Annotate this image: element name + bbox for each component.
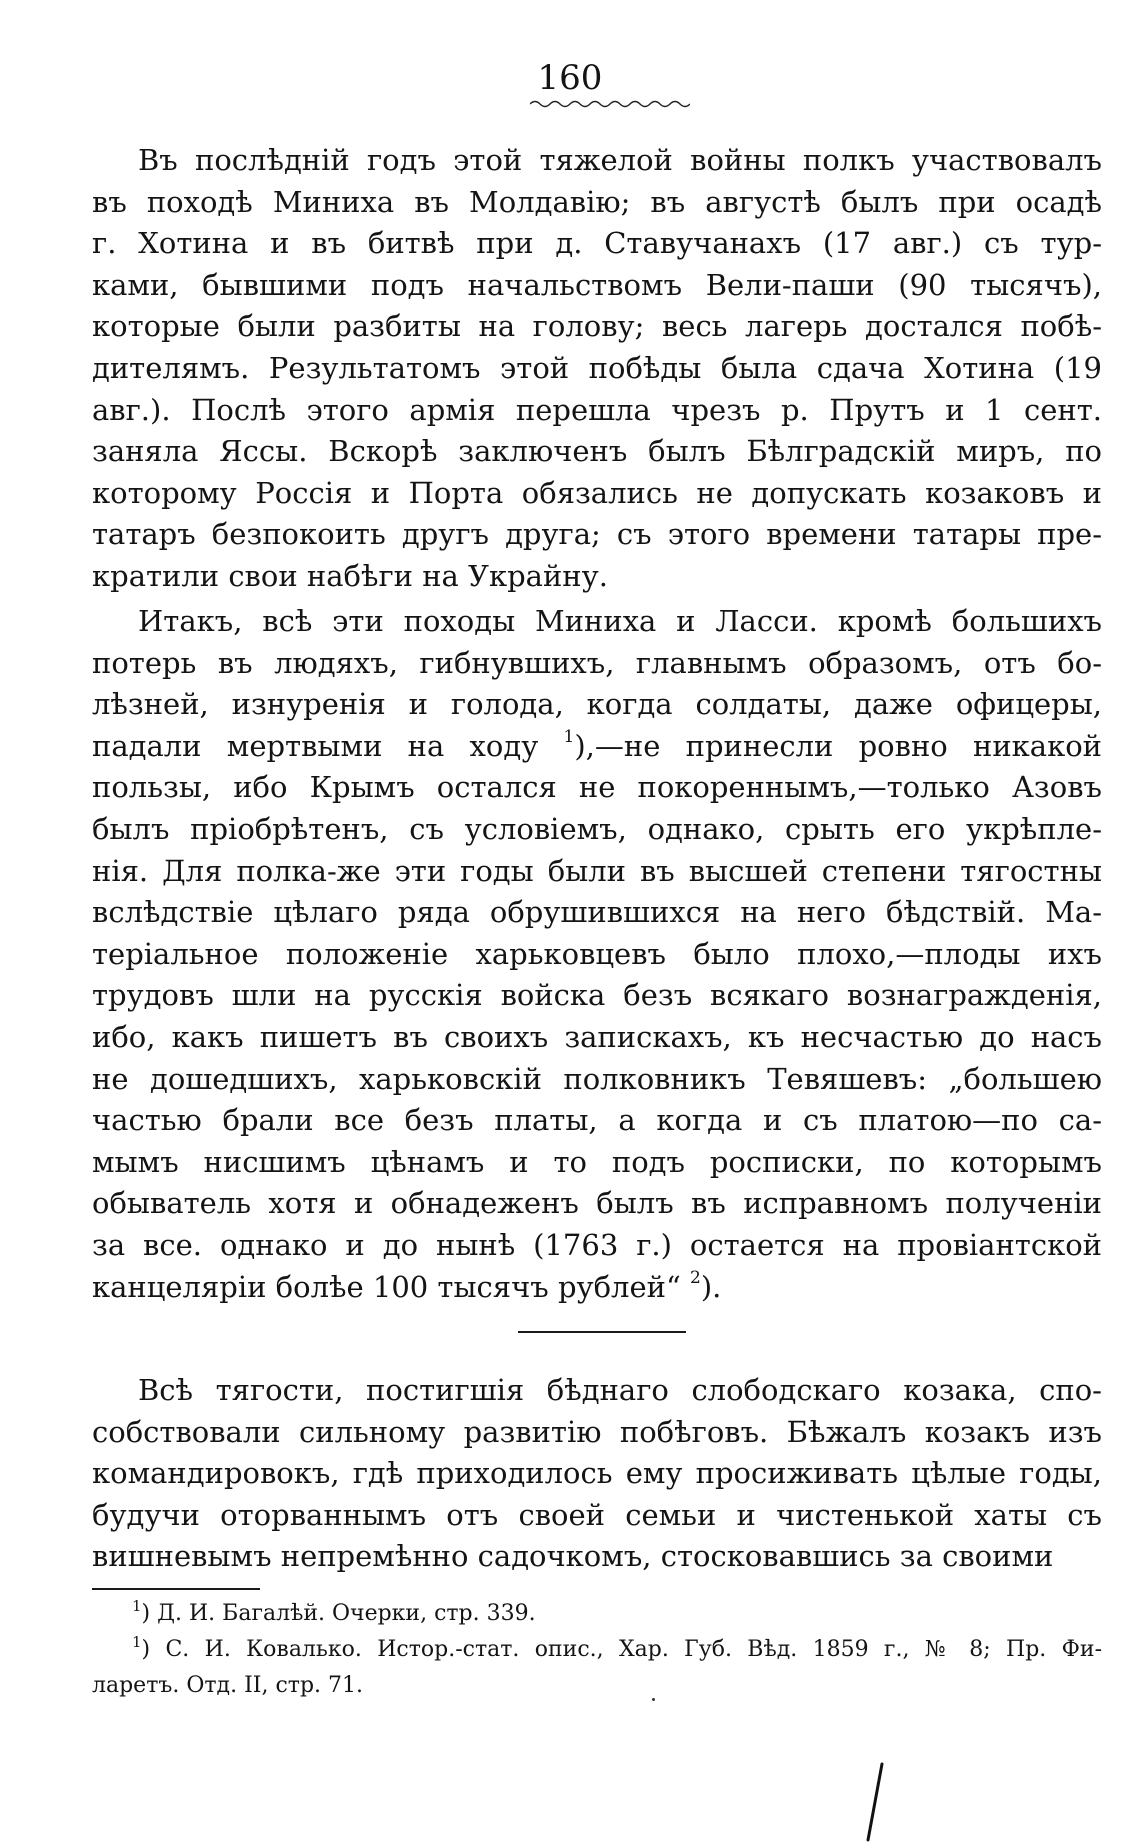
footnote-line bbox=[92, 1668, 1102, 1704]
text-line: нія. Для полка-же эти годы были въ высшей степени тягостны bbox=[92, 853, 1102, 888]
footnote-text: ларетъ. Отд. II, стр. 71. bbox=[92, 1673, 364, 1698]
section-divider bbox=[518, 1331, 686, 1333]
text-line: вслѣдствіе цѣлаго ряда обрушившихся на него бѣдствій. Ма- bbox=[92, 895, 1102, 930]
text-line: ками, бывшими подъ начальствомъ Вели-паши (90 тысячъ), bbox=[92, 267, 1102, 302]
text-line: потерь въ людяхъ, гибнувшихъ, главнымъ образомъ, отъ бо- bbox=[92, 645, 1102, 680]
ink-speck bbox=[652, 1698, 655, 1701]
text-line: мымъ нисшимъ цѣнамъ и то подъ росписки, по которымъ bbox=[92, 1144, 1102, 1179]
text-line: за все. однако и до нынѣ (1763 г.) остается на провіантской bbox=[92, 1227, 1102, 1262]
text-line: лѣзней, изнуренія и голода, когда солдаты, даже офицеры, bbox=[92, 687, 1102, 722]
footnotes bbox=[92, 1596, 1102, 1704]
text-line: ибо, какъ пишетъ въ своихъ запискахъ, къ несчастью до насъ bbox=[92, 1019, 1102, 1054]
text-line: будучи оторваннымъ отъ своей семьи и чистенькой хаты съ bbox=[92, 1497, 1102, 1532]
text-line bbox=[92, 726, 1102, 768]
text-line: командировокъ, гдѣ приходилось ему просиживать цѣлые годы, bbox=[92, 1456, 1102, 1491]
footnote-marker: 1 bbox=[132, 1597, 142, 1615]
footnote-line bbox=[92, 1596, 1102, 1632]
footnote-text: ) С. И. Ковалько. Истор.-стат. опис., Хар. Губ. Вѣд. 1859 г., № 8; Пр. Фи- bbox=[141, 1637, 1102, 1662]
text-line: Итакъ, всѣ эти походы Миниха и Ласси. кромѣ большихъ bbox=[138, 604, 1102, 638]
page-number: 160 bbox=[537, 58, 603, 98]
paragraph-1 bbox=[92, 140, 1102, 598]
text-line: авг.). Послѣ этого армія перешла чрезъ р. Прутъ и 1 сент. bbox=[92, 392, 1102, 427]
footnote-text: ) Д. И. Багалѣй. Очерки, стр. 339. bbox=[141, 1601, 536, 1626]
paragraph-3 bbox=[92, 1370, 1102, 1578]
text-line: Въ послѣдній годъ этой тяжелой войны полкъ участвовалъ bbox=[138, 143, 1102, 177]
footnote-divider bbox=[92, 1588, 260, 1590]
footnote-reference: 1 bbox=[563, 726, 575, 747]
wavy-ornament-rule bbox=[530, 99, 690, 109]
text-line bbox=[92, 1267, 1102, 1309]
text-line: дителямъ. Результатомъ этой побѣды была сдача Хотина (19 bbox=[92, 350, 1102, 385]
footnote-reference: 2 bbox=[689, 1267, 701, 1288]
text-line: въ походѣ Миниха въ Молдавію; въ августѣ былъ при осадѣ bbox=[92, 184, 1102, 219]
text-segment: ). bbox=[700, 1269, 722, 1304]
text-line: Всѣ тягости, постигшія бѣднаго слободскаго козака, спо- bbox=[138, 1373, 1102, 1407]
text-segment: канцеляріи болѣе 100 тысячъ рублей“ bbox=[92, 1269, 690, 1304]
text-line: частью брали все безъ платы, а когда и съ платою—по са- bbox=[92, 1103, 1102, 1138]
text-segment: падали мертвыми на ходу bbox=[92, 728, 564, 763]
text-line: которому Россія и Порта обязались не допускать козаковъ и bbox=[92, 475, 1102, 510]
text-line: не дошедшихъ, харьковскій полковникъ Тевяшевъ: „большею bbox=[92, 1061, 1102, 1096]
text-line: собствовали сильному развитію побѣговъ. Бѣжалъ козакъ изъ bbox=[92, 1414, 1102, 1449]
text-line: трудовъ шли на русскія войска безъ всякаго вознагражденія, bbox=[92, 978, 1102, 1013]
paragraph-2 bbox=[92, 601, 1102, 1308]
pen-stroke-mark bbox=[860, 1762, 890, 1842]
text-line: заняла Яссы. Вскорѣ заключенъ былъ Бѣлградскій миръ, по bbox=[92, 434, 1102, 469]
text-line: кратили свои набѣги на Украйну. bbox=[92, 558, 608, 593]
footnote-line bbox=[92, 1632, 1102, 1668]
text-line: былъ пріобрѣтенъ, съ условіемъ, однако, срыть его укрѣпле- bbox=[92, 811, 1102, 846]
text-segment: ),—не принесли ровно никакой bbox=[574, 728, 1102, 763]
text-line: теріальное положеніе харьковцевъ было плохо,—плоды ихъ bbox=[92, 936, 1102, 971]
text-line: г. Хотина и въ битвѣ при д. Ставучанахъ (17 авг.) съ тур- bbox=[92, 226, 1102, 261]
text-line: которые были разбиты на голову; весь лагерь достался побѣ- bbox=[92, 309, 1102, 344]
text-line: вишневымъ непремѣнно садочкомъ, стосковавшись за своими bbox=[92, 1539, 1054, 1574]
text-line: пользы, ибо Крымъ остался не покореннымъ,—только Азовъ bbox=[92, 770, 1102, 805]
text-line: обыватель хотя и обнадеженъ былъ въ исправномъ полученіи bbox=[92, 1186, 1102, 1221]
text-line: татаръ безпокоить другъ друга; съ этого времени татары пре- bbox=[92, 517, 1102, 552]
footnote-marker: 1 bbox=[132, 1633, 142, 1651]
